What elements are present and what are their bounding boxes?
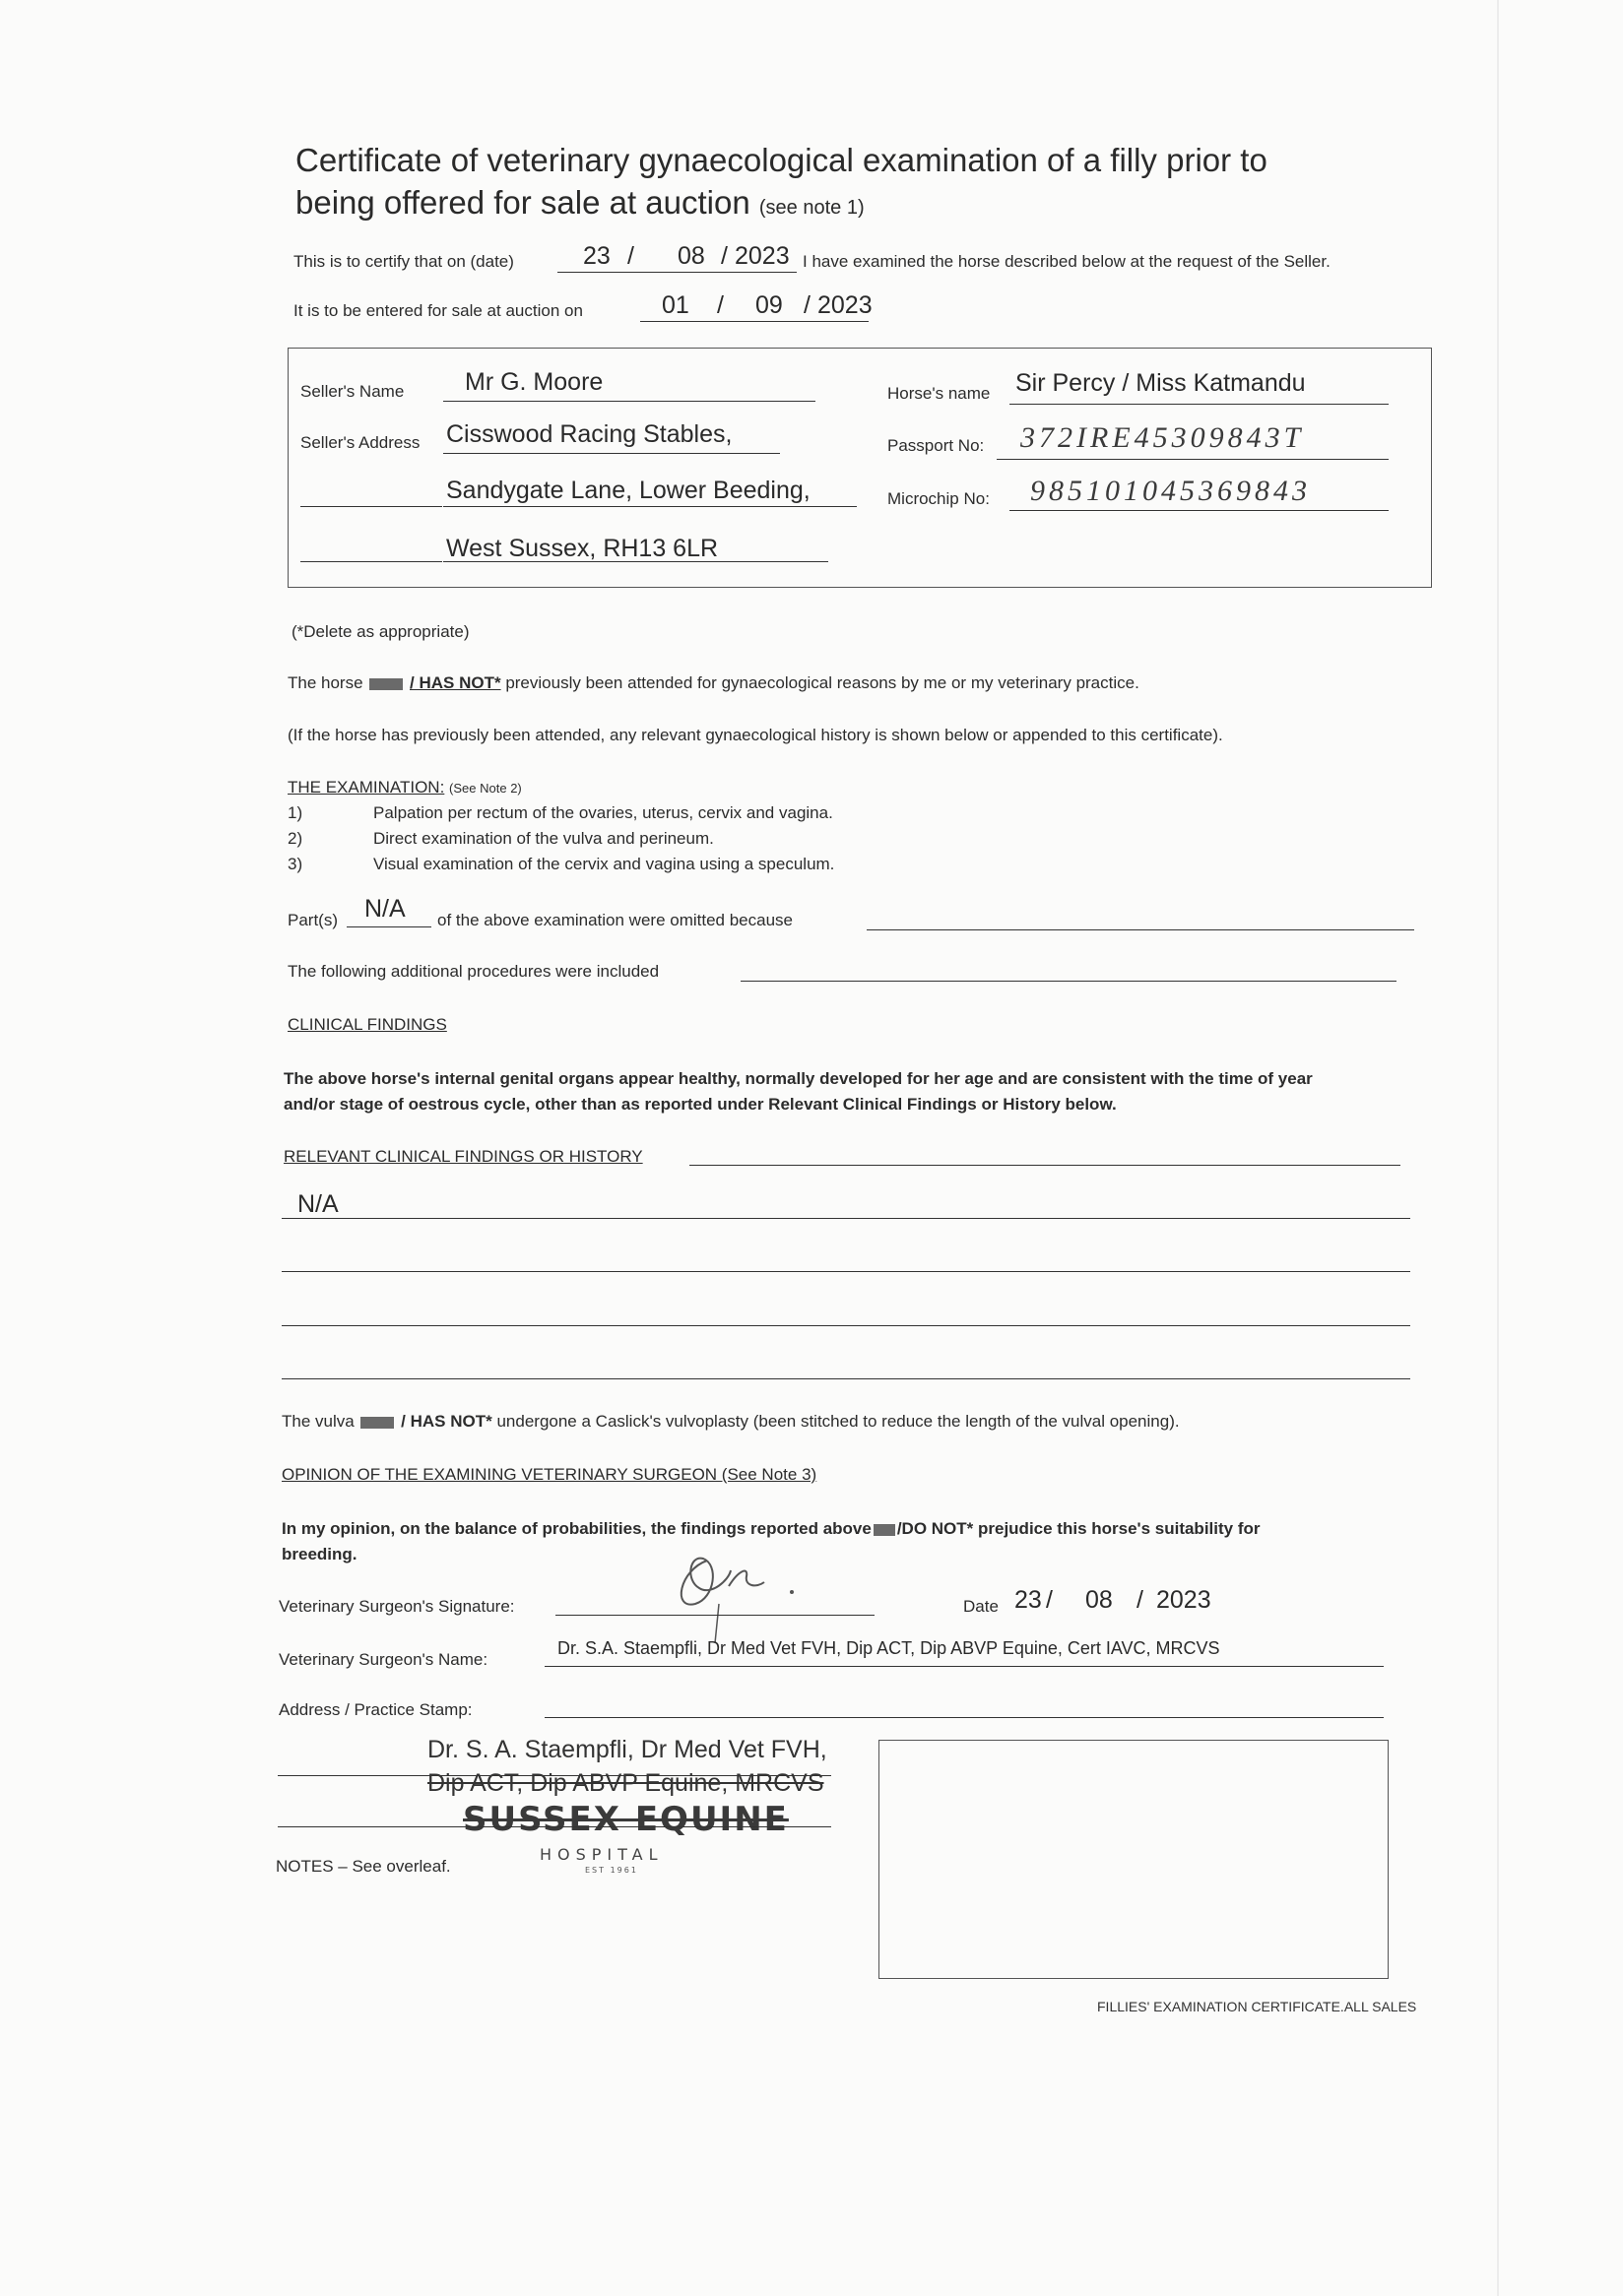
vet-name-label: Veterinary Surgeon's Name:	[279, 1650, 488, 1669]
seller-address-label: Seller's Address	[300, 433, 421, 452]
vet-name-line	[545, 1666, 1384, 1667]
attended-prefix: The horse	[288, 673, 363, 692]
passport-value: 372IRE45309843T	[1020, 421, 1305, 454]
exam-item-3-text: Visual examination of the cervix and vagina using a speculum.	[373, 855, 835, 873]
exam-item-3-num: 3)	[288, 855, 303, 873]
opinion-text-1b: /DO NOT* prejudice this horse's suitability for	[896, 1519, 1261, 1538]
address-line-2-rule-left	[300, 506, 442, 507]
title-note: (see note 1)	[758, 197, 865, 219]
vulva-has-not: / HAS NOT*	[401, 1412, 492, 1431]
stamp-line-1: Dr. S. A. Staempfli, Dr Med Vet FVH,	[427, 1736, 827, 1763]
signature-date-sep1: /	[1046, 1586, 1053, 1614]
notes-overleaf: NOTES – See overleaf.	[276, 1857, 451, 1876]
address-stamp-line	[545, 1717, 1384, 1718]
auction-month: 09	[755, 291, 783, 319]
vet-name-value: Dr. S.A. Staempfli, Dr Med Vet FVH, Dip ACT, Dip ABVP Equine, Cert IAVC, MRCVS	[557, 1638, 1220, 1658]
redacted-do-mark	[874, 1524, 895, 1536]
redacted-has-mark	[369, 678, 403, 690]
omitted-suffix: of the above examination were omitted because	[437, 911, 794, 929]
additional-procedures-line	[741, 981, 1396, 982]
seller-name-value: Mr G. Moore	[465, 368, 604, 396]
exam-item-2-num: 2)	[288, 829, 303, 848]
stamp-line-5: EST 1961	[585, 1866, 638, 1875]
vulva-suffix: undergone a Caslick's vulvoplasty (been stitched to reduce the length of the vulval opening).	[496, 1412, 1180, 1431]
delete-note: (*Delete as appropriate)	[292, 622, 470, 641]
additional-procedures: The following additional procedures were included	[288, 962, 660, 981]
opinion-heading: OPINION OF THE EXAMINING VETERINARY SURGEON (See Note 3)	[282, 1465, 817, 1484]
auction-year: 2023	[817, 291, 873, 319]
certify-date-line	[557, 272, 797, 273]
certify-sep1: /	[627, 242, 634, 270]
passport-label: Passport No:	[887, 436, 985, 455]
attended-statement	[288, 673, 1139, 693]
footer-code: FILLIES' EXAMINATION CERTIFICATE.ALL SALES	[1097, 1999, 1417, 2014]
relevant-value: N/A	[297, 1190, 339, 1218]
title-line-2-text: being offered for sale at auction	[295, 184, 750, 221]
clinical-text-2: and/or stage of oestrous cycle, other than as reported under Relevant Clinical Findings or History below.	[284, 1095, 1117, 1114]
passport-line	[997, 459, 1389, 460]
signature-date-year: 2023	[1156, 1586, 1211, 1614]
certify-month: 08	[678, 242, 705, 270]
address-line-1: Cisswood Racing Stables,	[446, 420, 733, 448]
history-note: (If the horse has previously been attended, any relevant gynaecological history is shown below or appended to this certificate).	[288, 726, 1223, 744]
auction-sep2: /	[804, 291, 811, 319]
signature-date-label: Date	[963, 1597, 999, 1616]
relevant-heading: RELEVANT CLINICAL FINDINGS OR HISTORY	[284, 1147, 643, 1166]
address-line-3-rule	[443, 561, 828, 562]
seller-name-line	[443, 401, 815, 402]
signature-date-month: 08	[1085, 1586, 1113, 1614]
examination-heading-row	[288, 778, 522, 797]
vulva-statement	[282, 1412, 1180, 1432]
address-line-1-rule	[443, 453, 780, 454]
title-line-1: Certificate of veterinary gynaecological examination of a filly prior to	[295, 142, 1267, 178]
certify-sep2: /	[721, 242, 728, 270]
signature-date-day: 23	[1014, 1586, 1042, 1614]
auction-day: 01	[662, 291, 689, 319]
address-line-2: Sandygate Lane, Lower Beeding,	[446, 477, 811, 504]
address-line-3-rule-left	[300, 561, 442, 562]
auction-sep1: /	[717, 291, 724, 319]
attended-suffix: previously been attended for gynaecological reasons by me or my veterinary practice.	[505, 673, 1139, 692]
signature-line	[555, 1615, 875, 1616]
stamp-box	[878, 1740, 1389, 1979]
exam-item-2-text: Direct examination of the vulva and perineum.	[373, 829, 714, 848]
exam-item-1-text: Palpation per rectum of the ovaries, uterus, cervix and vagina.	[373, 803, 833, 822]
horse-name-value: Sir Percy / Miss Katmandu	[1015, 369, 1306, 397]
relevant-line-2	[282, 1271, 1410, 1272]
horse-name-label: Horse's name	[887, 384, 991, 403]
address-line-3: West Sussex, RH13 6LR	[446, 535, 719, 562]
page-edge	[1497, 0, 1499, 2296]
certify-suffix: I have examined the horse described below at the request of the Seller.	[803, 252, 1331, 271]
relevant-line-4	[282, 1378, 1410, 1379]
exam-item-1-num: 1)	[288, 803, 303, 822]
omitted-value-line	[347, 926, 431, 927]
clinical-text-1: The above horse's internal genital organs appear healthy, normally developed for her age and are consistent with the time of year	[284, 1069, 1313, 1088]
horse-name-line	[1009, 404, 1389, 405]
certify-prefix: This is to certify that on (date)	[293, 252, 514, 271]
opinion-text-1a: In my opinion, on the balance of probabilities, the findings reported above	[282, 1519, 872, 1538]
address-line-2-rule	[443, 506, 857, 507]
opinion-text-1	[282, 1519, 1261, 1539]
stamp-line-4: HOSPITAL	[540, 1845, 664, 1864]
attended-has-not: / HAS NOT*	[410, 673, 501, 692]
signature-mark	[660, 1541, 817, 1649]
omitted-prefix: Part(s)	[288, 911, 338, 929]
redacted-has-mark	[360, 1417, 394, 1429]
stamp-line-3: SUSSEX EQUINE	[463, 1800, 789, 1839]
omitted-reason-line	[867, 929, 1414, 930]
clinical-findings-heading: CLINICAL FINDINGS	[288, 1015, 447, 1034]
relevant-line-3	[282, 1325, 1410, 1326]
microchip-line	[1009, 510, 1389, 511]
stamp-rule-2	[278, 1826, 831, 1827]
signature-date-sep2: /	[1136, 1586, 1143, 1614]
signature-label: Veterinary Surgeon's Signature:	[279, 1597, 515, 1616]
omitted-value: N/A	[364, 895, 406, 923]
certify-year: 2023	[735, 242, 790, 270]
opinion-text-2: breeding.	[282, 1545, 357, 1563]
examination-heading-note: (See Note 2)	[449, 781, 522, 796]
certify-day: 23	[583, 242, 611, 270]
title-line-2	[295, 183, 865, 223]
auction-date-line	[640, 321, 869, 322]
relevant-heading-line	[689, 1165, 1400, 1166]
vulva-prefix: The vulva	[282, 1412, 355, 1431]
relevant-line-1	[282, 1218, 1410, 1219]
seller-name-label: Seller's Name	[300, 382, 405, 401]
auction-prefix: It is to be entered for sale at auction on	[293, 301, 583, 320]
examination-heading: THE EXAMINATION:	[288, 778, 445, 797]
stamp-line-2: Dip ACT, Dip ABVP Equine, MRCVS	[427, 1769, 824, 1797]
microchip-value: 985101045369843	[1030, 475, 1311, 507]
address-stamp-label: Address / Practice Stamp:	[279, 1700, 473, 1719]
microchip-label: Microchip No:	[887, 489, 990, 508]
